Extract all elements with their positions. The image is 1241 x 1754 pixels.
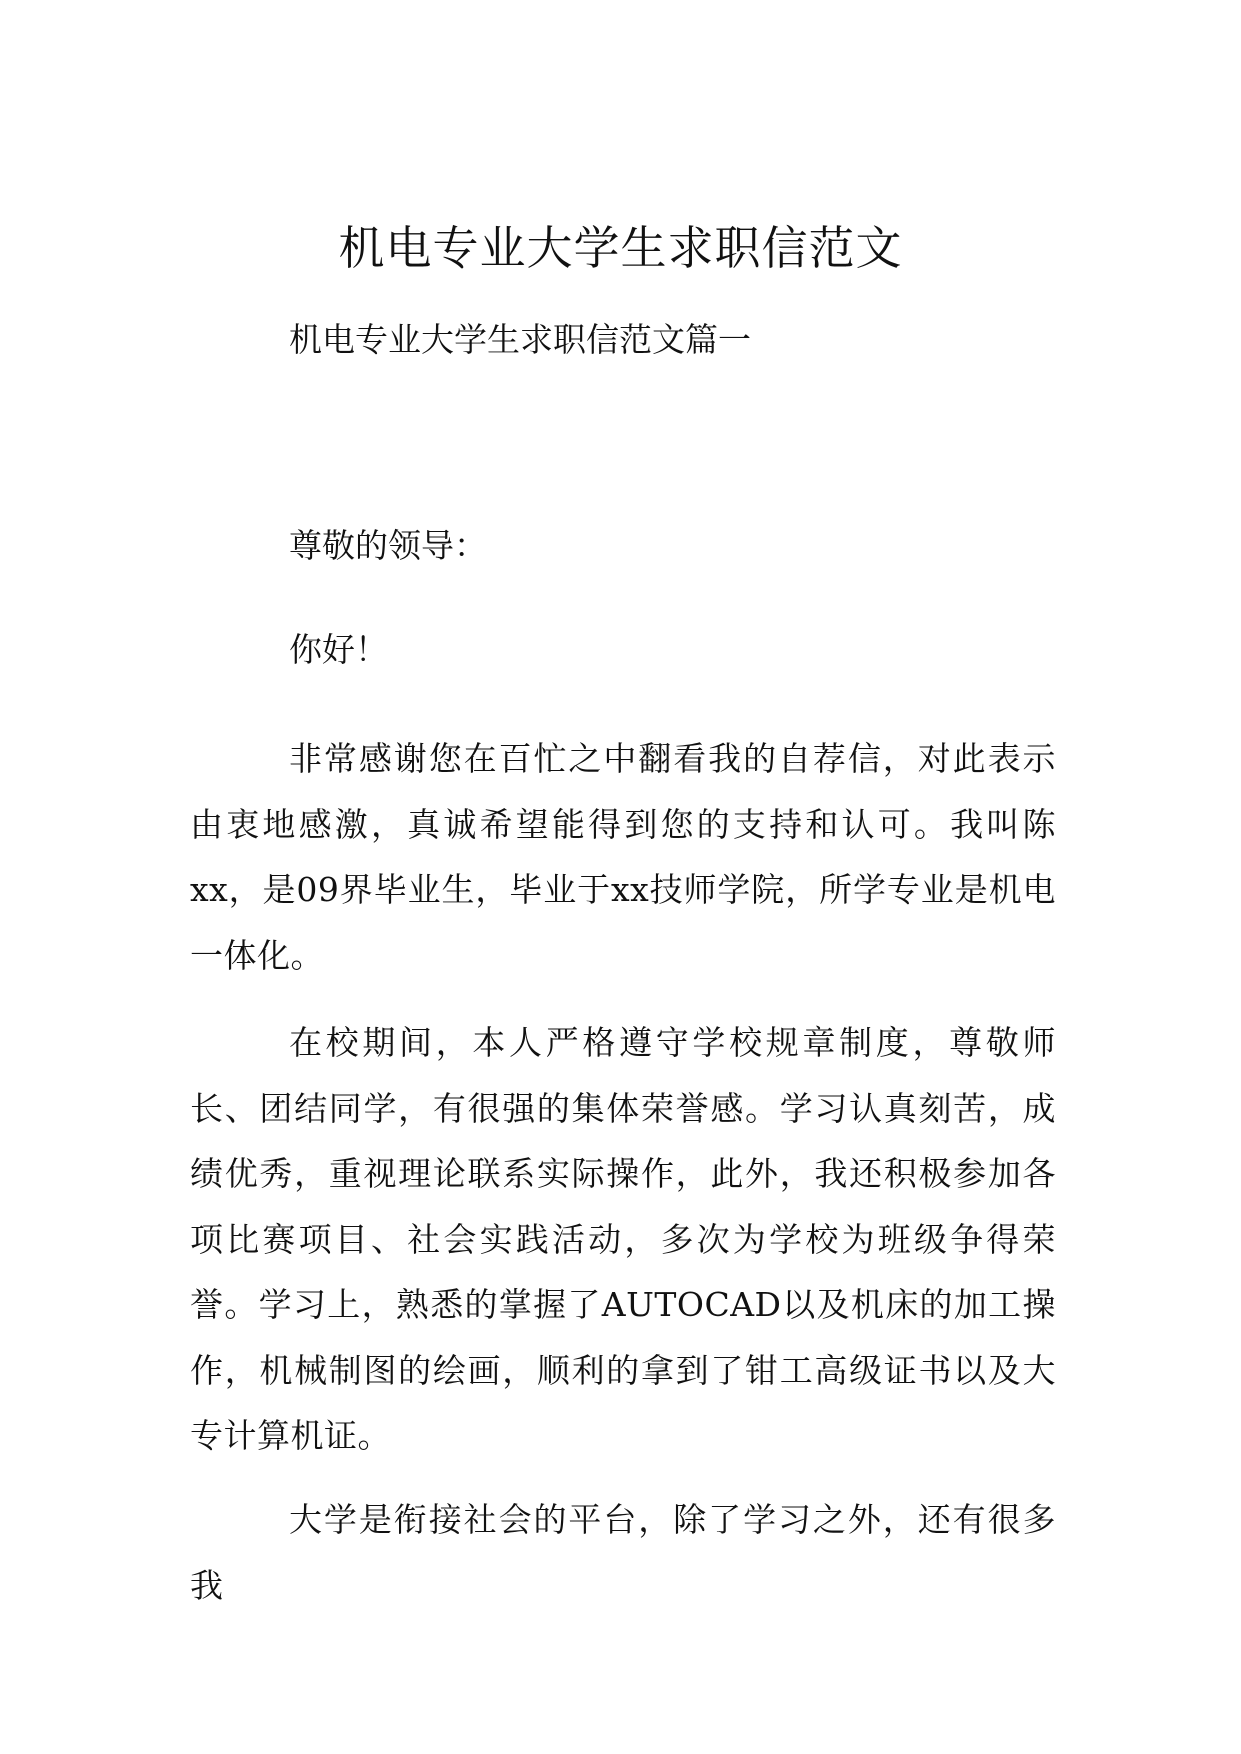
salutation: 尊敬的领导： [289, 526, 487, 565]
document-title: 机电专业大学生求职信范文 [338, 221, 903, 275]
paragraph-university: 大学是衔接社会的平台，除了学习之外，还有很多我 [190, 1500, 1056, 1605]
document-subtitle: 机电专业大学生求职信范文篇一 [289, 320, 751, 359]
paragraph-intro: 非常感谢您在百忙之中翻看我的自荐信，对此表示由衷地感激，真诚希望能得到您的支持和认可。我叫陈xx，是09界毕业生，毕业于xx技师学院，所学专业是机电一体化。 [190, 739, 1056, 975]
paragraph-school: 在校期间，本人严格遵守学校规章制度，尊敬师长、团结同学，有很强的集体荣誉感。学习认真刻苦，成绩优秀，重视理论联系实际操作，此外，我还积极参加各项比赛项目、社会实践活动，多次为学校为班级争得荣誉。学习上，熟悉的掌握了AUTOCAD以及机床的加工操作，机械制图的绘画，顺利的拿到了钳工高级证书以及大专计算机证。 [190, 1023, 1056, 1455]
greeting: 你好！ [289, 630, 388, 669]
